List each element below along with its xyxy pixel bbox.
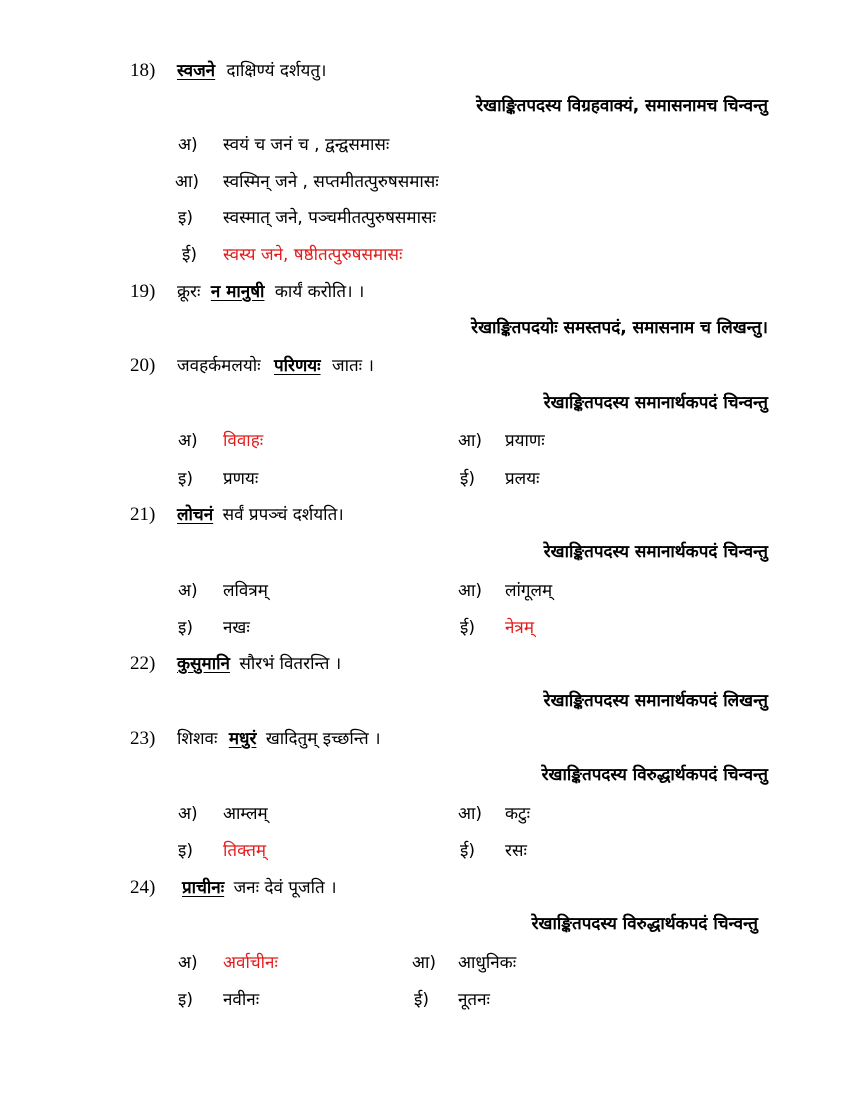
question-number: 24) [130, 877, 156, 898]
option-text: प्रणयः [223, 469, 259, 489]
option-marker: ई) [460, 841, 475, 861]
sentence-rest: कार्यं करोति। । [274, 282, 365, 302]
option-marker: इ) [178, 618, 193, 638]
sentence-prefix: शिशवः [177, 729, 218, 749]
sentence-rest: खादितुम् इच्छन्ति । [265, 729, 381, 749]
underlined-word: स्वजने [177, 61, 216, 81]
sentence-rest: सौरभं वितरन्ति । [239, 654, 342, 674]
option-marker: ई) [460, 469, 475, 489]
question-number: 23) [130, 728, 156, 749]
question-sentence [177, 727, 381, 751]
sentence-rest: जातः । [331, 356, 374, 376]
question-sentence [177, 59, 326, 83]
option-marker: इ) [178, 469, 193, 489]
correct-option-text: स्वस्य जने, षष्ठीतत्पुरुषसमासः [223, 245, 403, 265]
option-marker: ई) [182, 245, 197, 265]
sentence-rest: दाक्षिण्यं दर्शयतु। [226, 61, 327, 81]
underlined-word: कुसुमानि [177, 654, 230, 674]
sentence-prefix: क्रूरः [177, 282, 201, 302]
correct-option-text: विवाहः [223, 431, 264, 451]
question-number: 20) [130, 355, 156, 376]
option-text: नवीनः [223, 990, 260, 1010]
question-number: 19) [130, 281, 156, 302]
question-sentence [177, 652, 341, 676]
option-marker: आ) [458, 804, 483, 824]
option-text: प्रलयः [505, 469, 540, 489]
option-marker: आ) [412, 953, 437, 973]
option-marker: आ) [458, 581, 483, 601]
option-text: आम्लम् [223, 804, 268, 824]
option-marker: आ) [458, 431, 483, 451]
option-marker: ई) [414, 990, 429, 1010]
question-instruction: रेखाङ्कितपदस्य विग्रहवाक्यं, समासनामच चिन्वन्तु [476, 96, 768, 116]
option-text: कटुः [505, 804, 531, 824]
option-text: स्वस्मिन् जने , सप्तमीतत्पुरुषसमासः [223, 172, 439, 192]
underlined-word: परिणयः [273, 356, 321, 376]
underlined-word: मधुरं [228, 729, 257, 749]
option-marker: अ) [178, 135, 198, 155]
correct-option-text: नेत्रम् [505, 618, 534, 638]
question-instruction: रेखाङ्कितपदस्य समानार्थकपदं लिखन्तु [543, 691, 768, 711]
question-instruction: रेखाङ्कितपदस्य समानार्थकपदं चिन्वन्तु [543, 393, 768, 413]
correct-option-text: अर्वाचीनः [223, 953, 278, 973]
option-marker: आ) [175, 172, 200, 192]
option-text: प्रयाणः [505, 431, 545, 451]
underlined-word: लोचनं [177, 505, 214, 525]
option-text: नखः [223, 618, 250, 638]
question-sentence [177, 503, 344, 527]
option-marker: ई) [460, 618, 475, 638]
sentence-rest: जनः देवं पूजति । [233, 878, 337, 898]
question-instruction: रेखाङ्कितपदयोः समस्तपदं, समासनाम च लिखन्तु। [471, 318, 768, 338]
question-sentence [177, 280, 364, 304]
question-number: 21) [130, 504, 156, 525]
option-marker: अ) [178, 581, 198, 601]
underlined-word: प्राचीनः [182, 878, 225, 898]
option-text: नूतनः [458, 990, 490, 1010]
option-marker: इ) [178, 990, 193, 1010]
option-text: लवित्रम् [223, 581, 268, 601]
question-instruction: रेखाङ्कितपदस्य समानार्थकपदं चिन्वन्तु [543, 542, 768, 562]
question-sentence [182, 876, 337, 900]
option-text: लांगूलम् [505, 581, 553, 601]
sentence-prefix: जवहर्कमलयोः [177, 356, 261, 376]
option-text: स्वयं च जनं च , द्वन्द्वसमासः [223, 135, 390, 155]
question-instruction: रेखाङ्कितपदस्य विरुद्धार्थकपदं चिन्वन्तु [541, 765, 768, 785]
option-marker: इ) [178, 841, 193, 861]
option-marker: अ) [178, 804, 198, 824]
question-number: 22) [130, 653, 156, 674]
underlined-word: न मानुषी [210, 282, 265, 302]
question-instruction: रेखाङ्कितपदस्य विरुद्धार्थकपदं चिन्वन्तु [531, 914, 758, 934]
correct-option-text: तिक्तम् [223, 841, 267, 861]
sentence-rest: सर्वं प्रपञ्चं दर्शयति। [222, 505, 344, 525]
option-text: रसः [505, 841, 527, 861]
option-text: आधुनिकः [458, 953, 517, 973]
option-text: स्वस्मात् जने, पञ्चमीतत्पुरुषसमासः [223, 208, 436, 228]
option-marker: अ) [178, 953, 198, 973]
question-number: 18) [130, 60, 156, 81]
option-marker: अ) [178, 431, 198, 451]
option-marker: इ) [178, 208, 193, 228]
question-sentence [177, 354, 374, 378]
